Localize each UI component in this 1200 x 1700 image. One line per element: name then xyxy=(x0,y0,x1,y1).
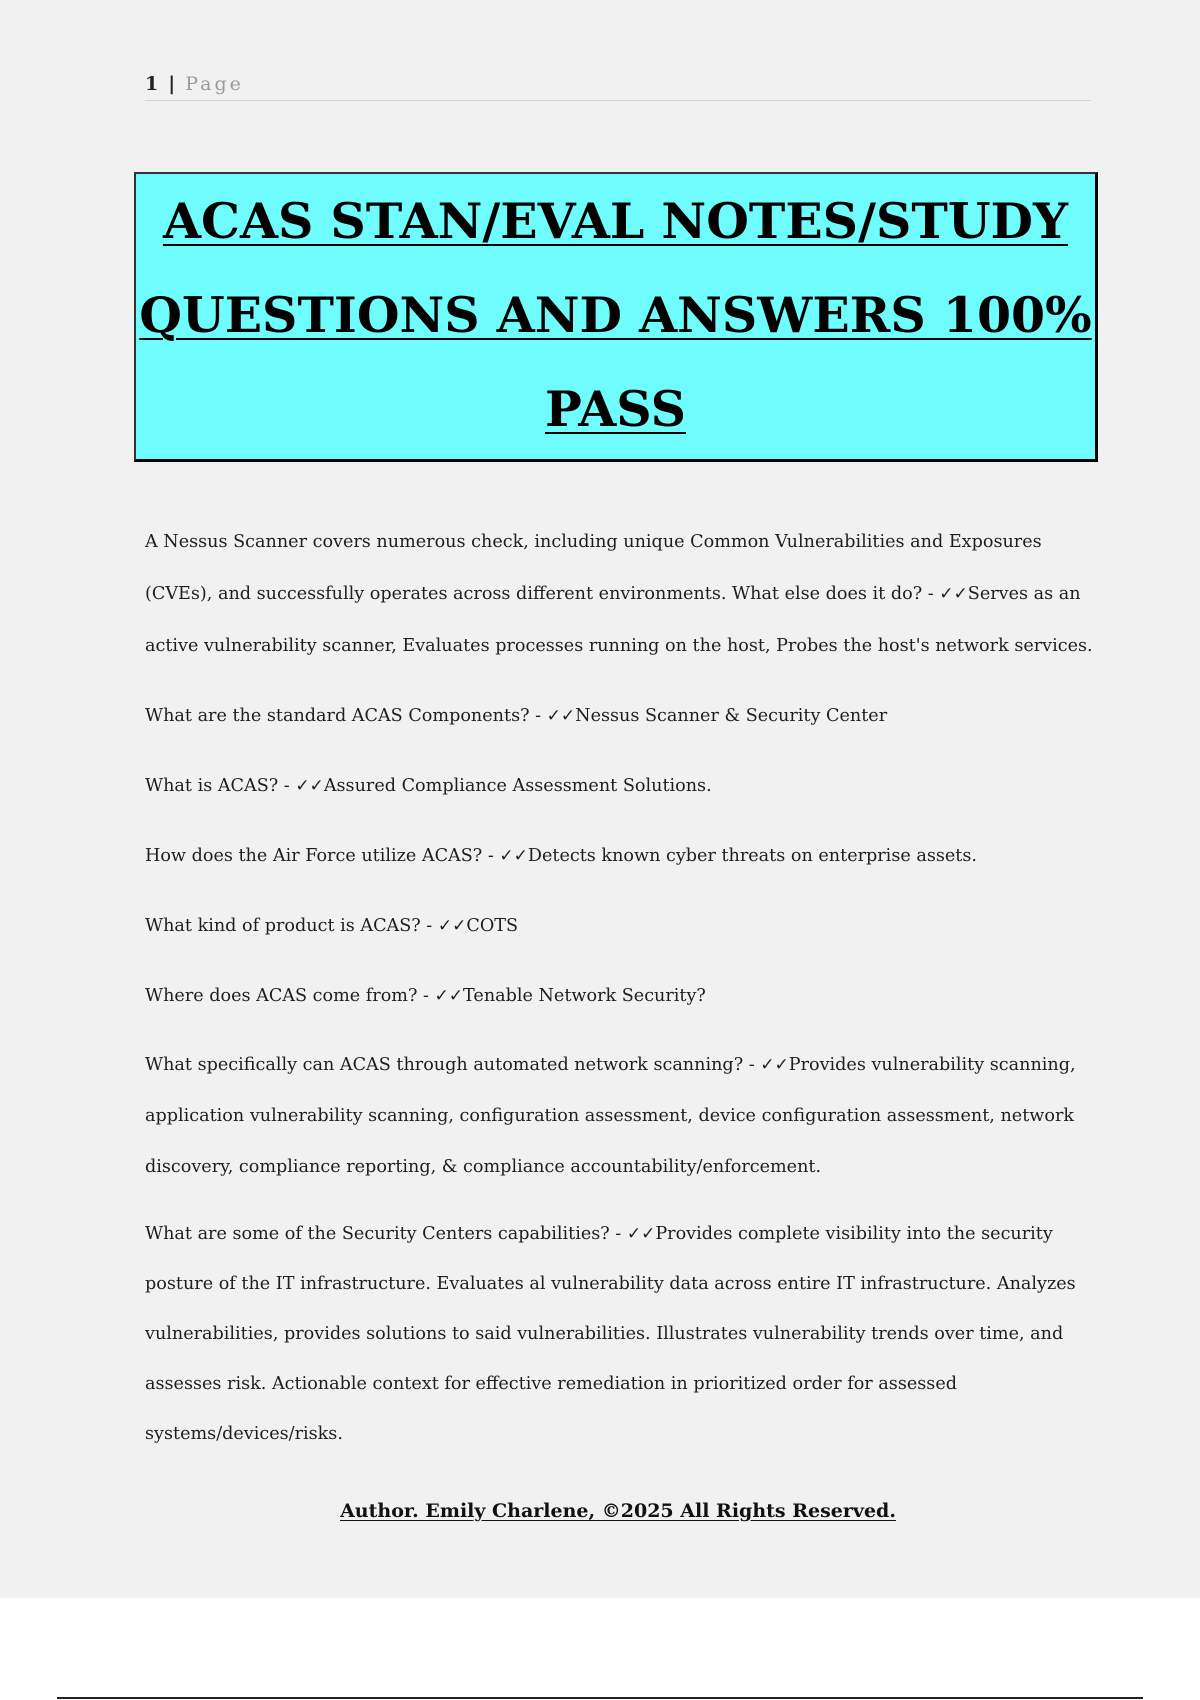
answer-text: Nessus Scanner & Security Center xyxy=(575,706,888,726)
double-check-icon: ✓✓ xyxy=(499,846,528,866)
qa-item xyxy=(145,760,1095,812)
question-text: What kind of product is ACAS? - xyxy=(145,916,438,936)
qa-item xyxy=(145,1209,1095,1459)
qa-item xyxy=(145,830,1095,882)
answer-text: Tenable Network Security? xyxy=(463,986,706,1006)
double-check-icon: ✓✓ xyxy=(939,584,968,604)
double-check-icon: ✓✓ xyxy=(295,776,324,796)
answer-text: Provides vulnerability scanning, application vulnerability scanning, configuration assessment, device configuration assessment, network discovery, compliance reporting, & compliance accountability/enforcement. xyxy=(145,1055,1076,1177)
answer-text: Provides complete visibility into the security posture of the IT infrastructure. Evaluates al vulnerability data across entire IT infrastructure. Analyzes vulnerabilities, provides solutions to said vulnerabilities. Illustrates vulnerability trends over time, and assesses risk. Actionable context for effective remediation in prioritized order for assessed systems/devices/risks. xyxy=(145,1224,1076,1444)
answer-text: COTS xyxy=(466,916,519,936)
double-check-icon: ✓✓ xyxy=(546,706,576,726)
author-footer xyxy=(145,1500,1091,1522)
question-text: What is ACAS? - xyxy=(145,776,296,796)
question-text: What are some of the Security Centers capabilities? - xyxy=(145,1224,627,1244)
question-text: Where does ACAS come from? - xyxy=(145,986,435,1006)
answer-text: Serves as an active vulnerability scanner, Evaluates processes running on the host, Probes the host's network services. xyxy=(145,584,1093,656)
qa-item xyxy=(145,1040,1095,1193)
answer-text: Assured Compliance Assessment Solutions. xyxy=(323,776,712,796)
page-number: 1 xyxy=(145,73,159,95)
title-box xyxy=(134,172,1098,462)
title-line-1: ACAS STAN/EVAL NOTES/STUDY xyxy=(162,192,1069,250)
title-line-2: QUESTIONS AND ANSWERS 100% xyxy=(139,286,1092,344)
page-header xyxy=(145,72,1091,101)
qa-item xyxy=(145,900,1095,952)
qa-item xyxy=(145,516,1095,672)
answer-text: Detects known cyber threats on enterprise assets. xyxy=(527,846,977,866)
double-check-icon: ✓✓ xyxy=(626,1224,656,1244)
question-text: What specifically can ACAS through automated network scanning? - xyxy=(145,1055,761,1075)
qa-list xyxy=(145,516,1095,1459)
document-title xyxy=(136,174,1095,456)
double-check-icon: ✓✓ xyxy=(434,986,464,1006)
double-check-icon: ✓✓ xyxy=(760,1055,789,1075)
question-text: How does the Air Force utilize ACAS? - xyxy=(145,846,500,866)
copyright-text: Author. Emily Charlene, ©2025 All Rights Reserved. xyxy=(340,1500,896,1522)
page-separator: | xyxy=(168,73,176,95)
title-line-3: PASS xyxy=(545,380,686,438)
question-text: What are the standard ACAS Components? - xyxy=(145,706,547,726)
qa-item xyxy=(145,970,1095,1022)
bottom-divider xyxy=(57,1697,1143,1699)
qa-item xyxy=(145,690,1095,742)
page-label: Page xyxy=(185,73,244,95)
double-check-icon: ✓✓ xyxy=(437,916,467,936)
question-text: A Nessus Scanner covers numerous check, including unique Common Vulnerabilities and Exposures (CVEs), and successfully operates across different environments. What else does it do? - xyxy=(145,532,1042,604)
